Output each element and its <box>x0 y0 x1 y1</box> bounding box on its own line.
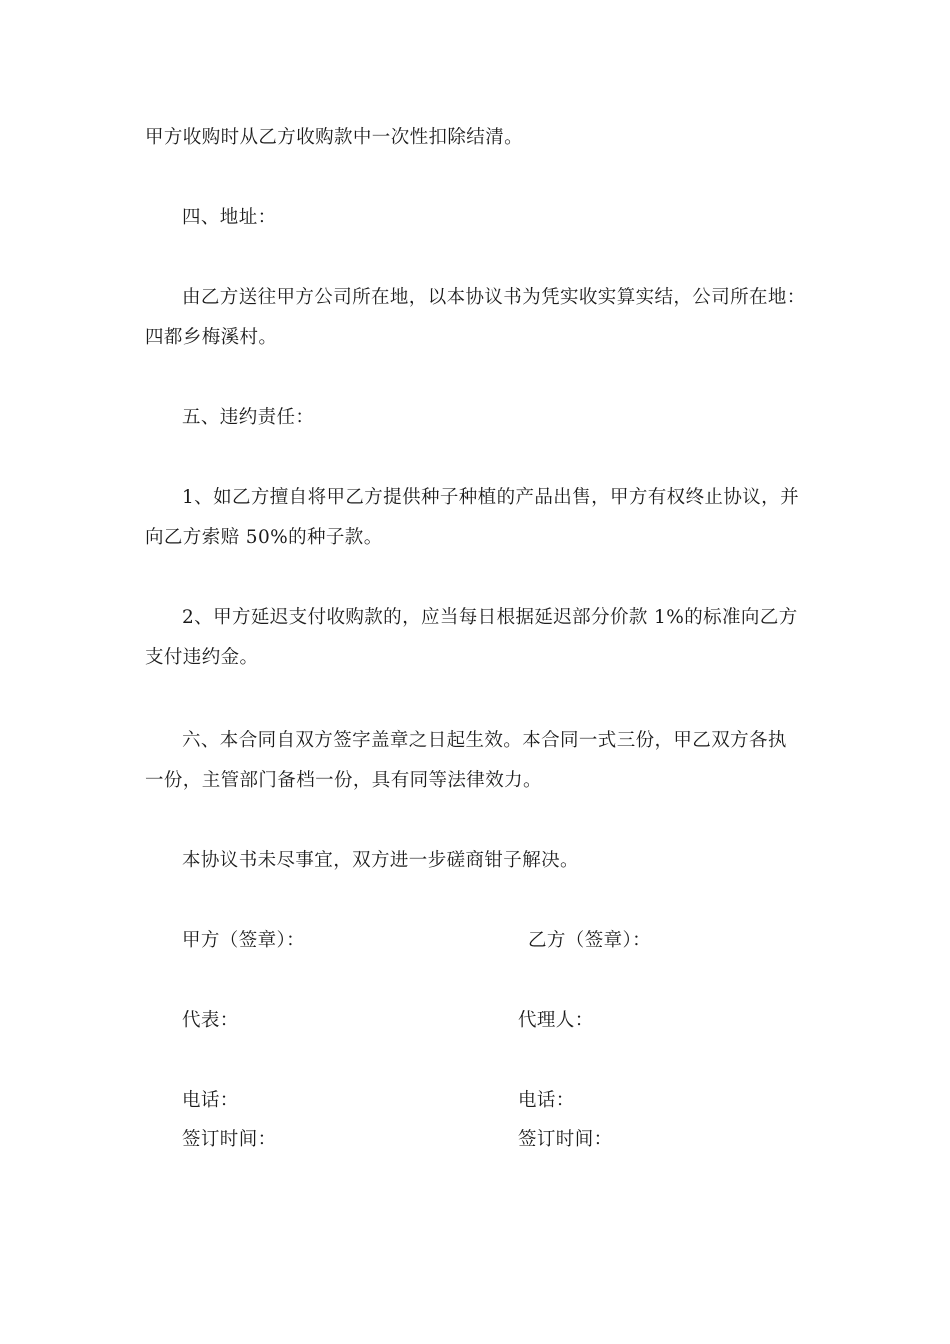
clause-2-line2: 支付违约金。 <box>145 647 259 668</box>
paragraph-misc: 本协议书未尽事宜，双方进一步磋商钳子解决。 <box>182 850 579 871</box>
clause-1-line1: 1、如乙方擅自将甲乙方提供种子种植的产品出售，甲方有权终止协议，并 <box>182 487 799 508</box>
heading-liability: 五、违约责任： <box>182 407 315 428</box>
paragraph-address-line1: 由乙方送往甲方公司所在地，以本协议书为凭实收实算实结，公司所在地： <box>182 287 806 308</box>
party-a-rep-label: 代表： <box>182 1010 239 1031</box>
party-a-date-label: 签订时间： <box>182 1129 277 1150</box>
party-b-phone-label: 电话： <box>518 1090 575 1111</box>
paragraph-settlement: 甲方收购时从乙方收购款中一次性扣除结清。 <box>145 127 524 148</box>
paragraph-effective-line2: 一份，主管部门备档一份，具有同等法律效力。 <box>145 770 542 791</box>
party-b-date-label: 签订时间： <box>518 1129 613 1150</box>
party-b-seal-label: 乙方（签章）： <box>528 930 652 951</box>
clause-1-line2: 向乙方索赔 50%的种子款。 <box>145 527 383 548</box>
heading-address: 四、地址： <box>182 207 277 228</box>
party-a-seal-label: 甲方（签章）： <box>182 930 306 951</box>
paragraph-address-line2: 四都乡梅溪村。 <box>145 327 278 348</box>
clause-2-line1: 2、甲方延迟支付收购款的，应当每日根据延迟部分价款 1%的标准向乙方 <box>182 607 798 628</box>
party-b-rep-label: 代理人： <box>518 1010 594 1031</box>
paragraph-effective-line1: 六、本合同自双方签字盖章之日起生效。本合同一式三份，甲乙双方各执 <box>182 730 787 751</box>
party-a-phone-label: 电话： <box>182 1090 239 1111</box>
